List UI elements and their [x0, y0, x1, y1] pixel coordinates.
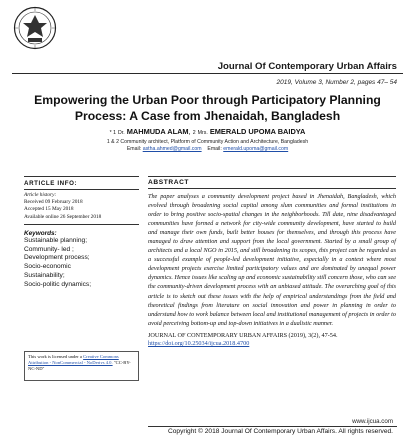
doi-link[interactable]: https://doi.org/10.25034/ijcua.2018.4700	[148, 340, 250, 348]
journal-website[interactable]: www.ijcua.com	[352, 418, 393, 425]
author-separator: ,	[188, 127, 191, 136]
abstract-body: The paper analyses a community development project based in Jhenaidah, Bangladesh, which evolved through broadening social capital among slum communities and formal institutions in order to bring positive socio-spatial changes in the neighborhoods. Till date, nine disadvantaged communities have formed a network for city-wide community development, have started to build and manage their own funds, built better houses for themselves, and through this process have managed to draw attention and support from the local government. Started by a small group of architects and a local NGO in 2015, and still broadening its scopes, this project can be regarded as a successful example of people-led development initiative, especially in a context where most development projects exercise limited participatory values and are dominated by unequal power dynamics. Hence issues like scaling up and economic sustainability still concern those, who can see the community-driven development process with an unbiased attitude. The overarching goal of this article is to sketch out these issues with the help of empirical understandings from the field and theoretical findings from literature on social innovation and power in planning in order to understand how to work balance between local and institutional management of projects in order to avoid perceiving bottom-up and top-down initiatives in a dualistic manner.	[148, 193, 396, 327]
received-date: Received 09 February 2018	[24, 199, 83, 206]
citation	[148, 332, 396, 349]
email-link-2[interactable]: emerald.upoma@gmail.com	[223, 146, 289, 152]
university-seal-icon	[13, 6, 57, 50]
accepted-date: Accepted 15 May 2018	[24, 206, 74, 213]
email-label-1: Email:	[126, 146, 142, 152]
affiliation: 1 & 2 Community architect, Platform of Community Action and Architecture, Bangladesh	[106, 139, 309, 145]
keyword-item: Socio-economic	[24, 263, 71, 271]
keywords-label: Keywords:	[24, 229, 57, 237]
header-divider	[12, 73, 403, 74]
author1-mark: * 1	[109, 130, 116, 136]
license-text: This work is licensed under a	[28, 354, 82, 359]
license-link[interactable]: Creative Commons Attribution - NonCommercial - NoDerivs 4.0.	[28, 354, 119, 365]
author2-prefix: Mrs.	[197, 130, 208, 136]
author-line	[14, 127, 401, 136]
author2-name: EMERALD UPOMA BAIDYA	[209, 127, 306, 136]
email-link-1[interactable]: astha.ahmed@gmail.com	[142, 146, 202, 152]
citation-text: JOURNAL OF CONTEMPORARY URBAN AFFAIRS (2019), 3(2), 47-54.	[148, 331, 338, 339]
author2-mark: 2	[192, 130, 196, 136]
history-divider	[24, 224, 139, 225]
issue-info: 2019, Volume 3, Number 2, pages 47– 54	[276, 79, 397, 86]
paper-title: Empowering the Urban Poor through Participatory Planning Process: A Case from Jhenaidah, Bangladesh	[34, 93, 381, 123]
email-label-2: Email:	[207, 146, 222, 152]
author1-prefix: Dr.	[118, 130, 125, 136]
email-line	[14, 146, 401, 152]
article-info-panel	[24, 176, 139, 290]
journal-name: Journal Of Contemporary Urban Affairs	[217, 61, 397, 72]
author1-name: MAHMUDA ALAM	[126, 127, 189, 136]
online-date: Available online 26 September 2018	[24, 213, 102, 220]
license-box	[24, 351, 139, 381]
article-info-heading: ARTICLE INFO:	[24, 180, 78, 187]
footer-divider	[148, 426, 397, 427]
keyword-item: Socio-politic dynamics;	[24, 280, 92, 288]
abstract-heading: ABSTRACT	[148, 176, 396, 189]
keywords-list	[24, 237, 139, 290]
license-code: "CC-BY-NC-ND"	[28, 359, 131, 371]
abstract-panel	[148, 176, 396, 349]
keyword-item: Sustainable planning;	[24, 236, 88, 244]
keyword-item: Sustainability;	[24, 272, 65, 279]
keyword-item: Community- led ;	[24, 245, 74, 253]
article-history-label: Article history:	[24, 192, 57, 198]
keyword-item: Development process;	[24, 254, 90, 262]
copyright-notice: Copyright © 2018 Journal Of Contemporary Urban Affairs. All rights reserved.	[168, 428, 393, 435]
